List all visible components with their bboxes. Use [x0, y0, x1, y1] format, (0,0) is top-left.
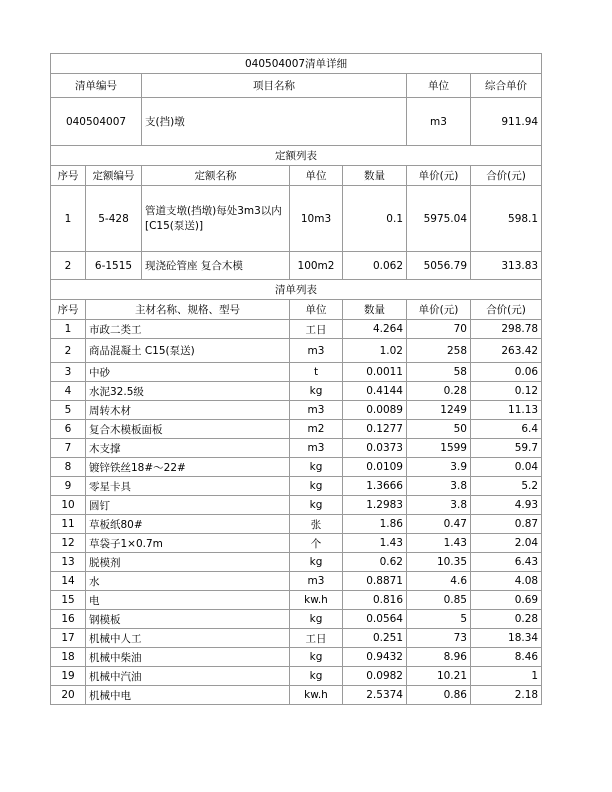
material-row: [51, 591, 542, 610]
material-unit: kw.h: [290, 591, 343, 610]
quota-total-header: 合价(元): [471, 166, 542, 186]
material-total: 2.04: [471, 534, 542, 553]
material-name: 商品混凝土 C15(泵送): [86, 339, 290, 363]
material-total: 0.12: [471, 382, 542, 401]
material-unit-price: 3.9: [407, 458, 471, 477]
material-total: 4.08: [471, 572, 542, 591]
material-unit: m3: [290, 572, 343, 591]
material-total: 298.78: [471, 320, 542, 339]
material-unit: kw.h: [290, 686, 343, 705]
material-row: [51, 686, 542, 705]
material-total: 6.4: [471, 420, 542, 439]
material-qty: 4.264: [343, 320, 407, 339]
material-row: [51, 515, 542, 534]
quota-code-header: 定额编号: [86, 166, 142, 186]
material-total: 59.7: [471, 439, 542, 458]
quota-qty: 0.062: [343, 252, 407, 280]
material-name: 周转木材: [86, 401, 290, 420]
material-unit: m3: [290, 339, 343, 363]
material-no: 10: [51, 496, 86, 515]
material-name: 机械中电: [86, 686, 290, 705]
bill-code-header: 清单编号: [51, 74, 142, 98]
material-unit: kg: [290, 648, 343, 667]
quota-name-header: 定额名称: [142, 166, 290, 186]
material-qty: 2.5374: [343, 686, 407, 705]
quota-name: 现浇砼管座 复合木模: [142, 252, 290, 280]
material-unit: kg: [290, 477, 343, 496]
material-unit-price: 3.8: [407, 496, 471, 515]
material-no-header: 序号: [51, 300, 86, 320]
material-no: 3: [51, 363, 86, 382]
material-name: 脱模剂: [86, 553, 290, 572]
quota-unit-price: 5975.04: [407, 186, 471, 252]
material-unit: t: [290, 363, 343, 382]
material-name: 复合木模板面板: [86, 420, 290, 439]
material-unit-price: 258: [407, 339, 471, 363]
material-unit-price: 10.35: [407, 553, 471, 572]
material-unit-price: 1249: [407, 401, 471, 420]
material-row: [51, 401, 542, 420]
material-row: [51, 420, 542, 439]
material-row: [51, 610, 542, 629]
quota-name: 管道支墩(挡墩)每处3m3以内[C15(泵送)]: [142, 186, 290, 252]
material-unit: 工日: [290, 320, 343, 339]
material-unit: kg: [290, 458, 343, 477]
material-row: [51, 320, 542, 339]
material-row: [51, 572, 542, 591]
material-qty-header: 数量: [343, 300, 407, 320]
material-total: 2.18: [471, 686, 542, 705]
material-unit-price: 3.8: [407, 477, 471, 496]
material-total: 0.28: [471, 610, 542, 629]
material-section-title: 清单列表: [51, 280, 542, 300]
material-unit-price: 1.43: [407, 534, 471, 553]
material-qty: 1.02: [343, 339, 407, 363]
bill-detail-table: [50, 53, 542, 705]
material-unit: kg: [290, 667, 343, 686]
material-no: 9: [51, 477, 86, 496]
material-qty: 1.86: [343, 515, 407, 534]
quota-code: 5-428: [86, 186, 142, 252]
quota-code: 6-1515: [86, 252, 142, 280]
material-name: 机械中人工: [86, 629, 290, 648]
material-total: 6.43: [471, 553, 542, 572]
material-name: 中砂: [86, 363, 290, 382]
material-unit: kg: [290, 382, 343, 401]
material-qty: 0.4144: [343, 382, 407, 401]
material-qty: 0.1277: [343, 420, 407, 439]
material-qty: 0.9432: [343, 648, 407, 667]
material-row: [51, 382, 542, 401]
material-qty: 0.0564: [343, 610, 407, 629]
material-unit: kg: [290, 496, 343, 515]
material-unit-price: 5: [407, 610, 471, 629]
material-name: 机械中柴油: [86, 648, 290, 667]
material-total: 0.04: [471, 458, 542, 477]
bill-unit: m3: [407, 98, 471, 146]
quota-section-title: 定额列表: [51, 146, 542, 166]
material-qty: 0.0982: [343, 667, 407, 686]
material-row: [51, 458, 542, 477]
quota-unit-price: 5056.79: [407, 252, 471, 280]
material-unit: kg: [290, 610, 343, 629]
page-title: 040504007清单详细: [51, 54, 542, 74]
material-unit: m3: [290, 439, 343, 458]
material-qty: 0.8871: [343, 572, 407, 591]
material-unit-price: 8.96: [407, 648, 471, 667]
material-qty: 1.43: [343, 534, 407, 553]
material-qty: 1.3666: [343, 477, 407, 496]
material-total-header: 合价(元): [471, 300, 542, 320]
material-row: [51, 363, 542, 382]
bill-price-header: 综合单价: [471, 74, 542, 98]
material-total: 1: [471, 667, 542, 686]
material-name: 市政二类工: [86, 320, 290, 339]
material-qty: 0.0011: [343, 363, 407, 382]
material-unit-price: 0.86: [407, 686, 471, 705]
material-qty: 0.0373: [343, 439, 407, 458]
material-name: 圆钉: [86, 496, 290, 515]
material-row: [51, 648, 542, 667]
material-name: 钢模板: [86, 610, 290, 629]
bill-price: 911.94: [471, 98, 542, 146]
material-row: [51, 339, 542, 363]
material-unit-price: 0.85: [407, 591, 471, 610]
quota-no: 2: [51, 252, 86, 280]
material-total: 18.34: [471, 629, 542, 648]
material-no: 1: [51, 320, 86, 339]
material-no: 11: [51, 515, 86, 534]
material-name: 机械中汽油: [86, 667, 290, 686]
material-unit-price: 58: [407, 363, 471, 382]
material-unit-header: 单位: [290, 300, 343, 320]
material-unit: m3: [290, 401, 343, 420]
material-no: 20: [51, 686, 86, 705]
material-row: [51, 629, 542, 648]
material-no: 6: [51, 420, 86, 439]
material-unit: m2: [290, 420, 343, 439]
bill-name-header: 项目名称: [142, 74, 407, 98]
material-no: 17: [51, 629, 86, 648]
material-row: [51, 439, 542, 458]
material-total: 0.87: [471, 515, 542, 534]
quota-unit: 10m3: [290, 186, 343, 252]
material-total: 5.2: [471, 477, 542, 496]
material-unit: kg: [290, 553, 343, 572]
material-unit-price: 70: [407, 320, 471, 339]
quota-row: [51, 252, 542, 280]
material-no: 12: [51, 534, 86, 553]
bill-unit-header: 单位: [407, 74, 471, 98]
material-no: 19: [51, 667, 86, 686]
material-no: 8: [51, 458, 86, 477]
material-unit-price: 0.47: [407, 515, 471, 534]
material-unit-price: 50: [407, 420, 471, 439]
quota-total: 598.1: [471, 186, 542, 252]
material-row: [51, 553, 542, 572]
material-qty: 0.816: [343, 591, 407, 610]
material-total: 4.93: [471, 496, 542, 515]
bill-code: 040504007: [51, 98, 142, 146]
material-unit-price: 73: [407, 629, 471, 648]
quota-total: 313.83: [471, 252, 542, 280]
material-qty: 0.0089: [343, 401, 407, 420]
material-name: 镀锌铁丝18#～22#: [86, 458, 290, 477]
material-no: 14: [51, 572, 86, 591]
material-no: 16: [51, 610, 86, 629]
quota-unit: 100m2: [290, 252, 343, 280]
quota-row: [51, 186, 542, 252]
quota-unit-price-header: 单价(元): [407, 166, 471, 186]
bill-name: 支(挡)墩: [142, 98, 407, 146]
material-unit-price: 0.28: [407, 382, 471, 401]
material-name-header: 主材名称、规格、型号: [86, 300, 290, 320]
quota-no: 1: [51, 186, 86, 252]
material-name: 电: [86, 591, 290, 610]
material-no: 13: [51, 553, 86, 572]
material-unit: 工日: [290, 629, 343, 648]
quota-qty: 0.1: [343, 186, 407, 252]
material-total: 263.42: [471, 339, 542, 363]
material-name: 水泥32.5级: [86, 382, 290, 401]
material-row: [51, 534, 542, 553]
material-total: 0.69: [471, 591, 542, 610]
material-total: 0.06: [471, 363, 542, 382]
material-row: [51, 477, 542, 496]
material-qty: 1.2983: [343, 496, 407, 515]
material-unit: 个: [290, 534, 343, 553]
material-total: 8.46: [471, 648, 542, 667]
material-qty: 0.251: [343, 629, 407, 648]
material-unit-price: 4.6: [407, 572, 471, 591]
material-no: 5: [51, 401, 86, 420]
material-no: 2: [51, 339, 86, 363]
material-name: 草袋子1×0.7m: [86, 534, 290, 553]
material-no: 15: [51, 591, 86, 610]
material-no: 7: [51, 439, 86, 458]
material-unit-price: 1599: [407, 439, 471, 458]
quota-no-header: 序号: [51, 166, 86, 186]
quota-qty-header: 数量: [343, 166, 407, 186]
material-name: 木支撑: [86, 439, 290, 458]
material-row: [51, 667, 542, 686]
material-no: 4: [51, 382, 86, 401]
material-qty: 0.62: [343, 553, 407, 572]
material-unit: 张: [290, 515, 343, 534]
quota-unit-header: 单位: [290, 166, 343, 186]
material-row: [51, 496, 542, 515]
material-name: 水: [86, 572, 290, 591]
material-no: 18: [51, 648, 86, 667]
material-unit-price-header: 单价(元): [407, 300, 471, 320]
material-name: 零星卡具: [86, 477, 290, 496]
material-qty: 0.0109: [343, 458, 407, 477]
material-unit-price: 10.21: [407, 667, 471, 686]
material-total: 11.13: [471, 401, 542, 420]
material-name: 草板纸80#: [86, 515, 290, 534]
